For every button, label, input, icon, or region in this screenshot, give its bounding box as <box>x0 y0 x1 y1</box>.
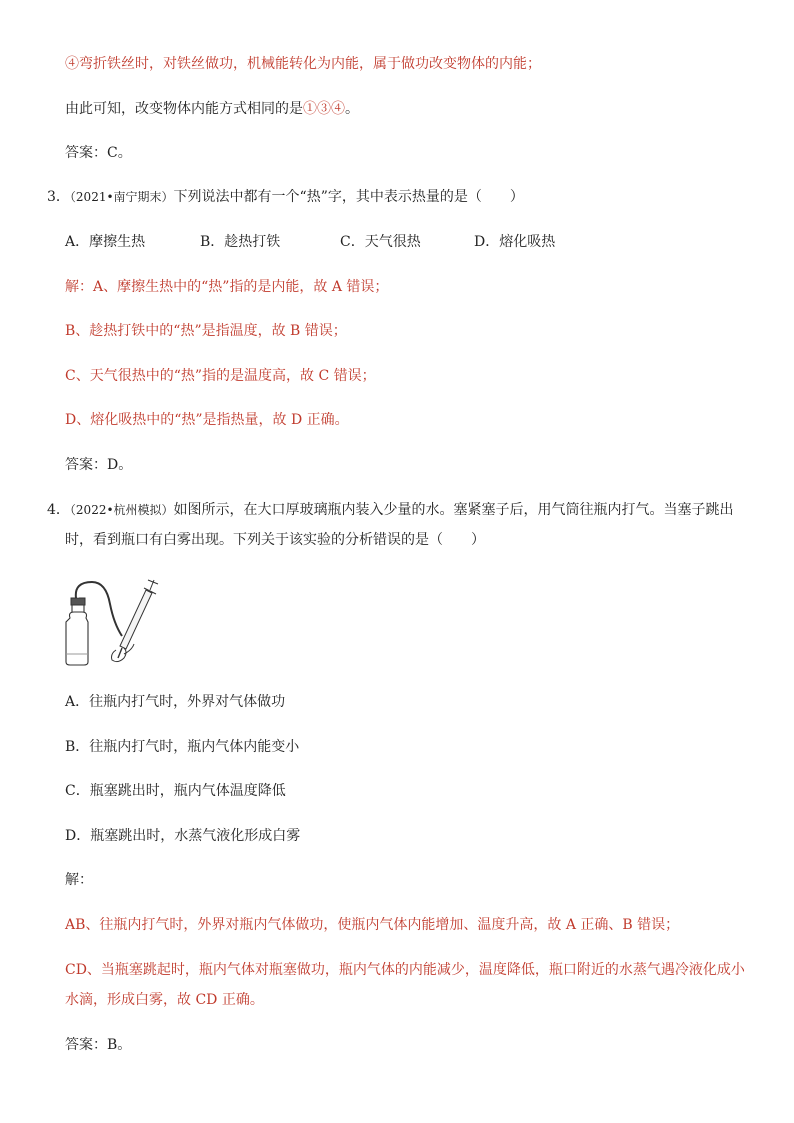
answer-line: 答案：D。 <box>65 457 133 473</box>
question-number: 3． <box>47 189 70 205</box>
solution-line: AB、往瓶内打气时，外界对瓶内气体做功，使瓶内气体内能增加、温度升高，故 A 正确、B 错误； <box>65 917 680 933</box>
question-text: 如图所示，在大口厚玻璃瓶内装入少量的水。塞紧塞子后，用气筒往瓶内打气。当塞子跳出 <box>173 502 734 518</box>
answer-line: 答案：B。 <box>65 1037 132 1053</box>
answer-line: 答案：C。 <box>65 145 132 161</box>
air-pump <box>112 580 159 662</box>
question-4-stem <box>47 500 734 520</box>
stopper <box>71 598 85 605</box>
option-c: C．天气很热 <box>340 234 421 250</box>
question-source: （2021•南宁期末） <box>69 190 174 204</box>
solution-line: 解：A、摩擦生热中的“热”指的是内能，故 A 错误； <box>65 279 389 295</box>
conclusion-prefix: 由此可知，改变物体内能方式相同的是 <box>65 101 303 117</box>
conclusion-line <box>65 99 359 119</box>
conclusion-suffix: 。 <box>345 101 359 117</box>
glass-bottle <box>66 604 88 665</box>
option-a: A．往瓶内打气时，外界对气体做功 <box>65 694 286 710</box>
question-3-stem <box>47 187 524 207</box>
question-3-options <box>65 232 555 252</box>
conclusion-answer: ①③④ <box>303 101 345 117</box>
solution-line: D、熔化吸热中的“热”是指热量，故 D 正确。 <box>65 412 349 428</box>
solution-line: B、趁热打铁中的“热”是指温度，故 B 错误； <box>65 323 347 339</box>
solution-line: ④弯折铁丝时，对铁丝做功，机械能转化为内能，属于做功改变物体的内能； <box>65 56 541 72</box>
option-c: C．瓶塞跳出时，瓶内气体温度降低 <box>65 783 286 799</box>
option-b: B．趁热打铁 <box>200 234 281 250</box>
question-4-stem-line2: 时，看到瓶口有白雾出现。下列关于该实验的分析错误的是（ ） <box>65 532 485 548</box>
solution-label: 解： <box>65 872 93 888</box>
bottle-pump-figure <box>62 574 162 668</box>
question-source: （2022•杭州模拟） <box>69 503 174 517</box>
option-d: D．熔化吸热 <box>474 234 556 250</box>
question-number: 4． <box>47 502 70 518</box>
question-text: 下列说法中都有一个“热”字，其中表示热量的是（ ） <box>173 189 524 205</box>
solution-line: C、天气很热中的“热”指的是温度高，故 C 错误； <box>65 368 376 384</box>
option-b: B．往瓶内打气时，瓶内气体内能变小 <box>65 739 300 755</box>
solution-line: CD、当瓶塞跳起时，瓶内气体对瓶塞做功，瓶内气体的内能减少，温度降低，瓶口附近的水蒸气遇冷液化成小 <box>65 962 745 978</box>
solution-line: 水滴，形成白雾，故 CD 正确。 <box>65 992 264 1008</box>
option-d: D．瓶塞跳出时，水蒸气液化形成白雾 <box>65 828 301 844</box>
option-a: A．摩擦生热 <box>65 234 146 250</box>
